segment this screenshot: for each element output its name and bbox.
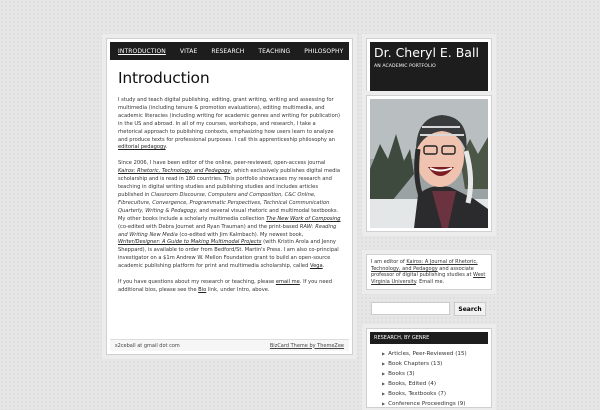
email-me-link[interactable]: email me — [275, 279, 300, 286]
nav-research[interactable]: RESEARCH — [211, 47, 245, 55]
site-header-panel — [366, 38, 492, 95]
post-content — [110, 60, 349, 295]
p2-d: (co-edited with Debra Journet and Ryan Trauman) and the print-based — [118, 223, 300, 230]
p2-a: Since 2006, I have been editor of the online, peer-reviewed, open-access journal — [118, 160, 326, 167]
main-content-panel — [106, 38, 353, 355]
intro-paragraph-3 — [118, 279, 341, 295]
nav-introduction[interactable]: INTRODUCTION — [118, 47, 166, 55]
site-tagline: AN ACADEMIC PORTFOLIO — [374, 64, 436, 69]
about-a: I am editor of — [371, 259, 407, 265]
p1-end: . — [165, 144, 168, 151]
editorial-pedagogy-link[interactable]: editorial pedagogy — [118, 144, 166, 151]
portrait-photo — [370, 99, 488, 228]
category-item[interactable] — [382, 389, 488, 399]
bullet-arrow-icon: ▶ — [382, 391, 386, 397]
nav-philosophy[interactable]: PHILOSOPHY — [304, 47, 344, 55]
category-item[interactable] — [382, 349, 488, 359]
about-text — [371, 259, 487, 285]
portrait-panel — [366, 95, 492, 232]
category-label[interactable]: Books, Edited (4) — [388, 381, 436, 388]
footer-email: s2ceball at gmail dot com — [115, 342, 180, 349]
categories-panel — [366, 328, 492, 408]
p2-raw-book: RAW: Reading and Writing New Media — [118, 223, 337, 238]
bio-link[interactable]: Bio — [198, 286, 207, 293]
p3-a: If you have questions about my research or teaching, please — [118, 279, 276, 286]
p2-journals: Classroom Discourse, Computers and Composition, C&C Online, Fibreculture, Convergence, Programmatic Perspectives, Technical Communication Quarterly, Writing & Pedagogy, — [118, 191, 330, 214]
site-header — [370, 42, 488, 91]
p3-c: link, under Intro, above. — [206, 286, 270, 293]
top-navigation — [110, 42, 349, 60]
p2-b: , which exclusively publishes digital media scholarship and is read in 180 countries. This portfolio showcases my research and teaching in digital writing studies and publishing studies and includes articles published in — [118, 168, 340, 198]
vega-link[interactable]: Vega — [309, 263, 323, 270]
writer-designer-link[interactable]: Writer/Designer: A Guide to Making Multimodal Projects — [118, 239, 262, 246]
p2-c: and several visual rhetoric and multimodal textbooks. My other books include a scholarly multimedia collection — [118, 207, 339, 222]
p2-f: (with Kristin Arola and Jenny Sheppard), is available to order from Bedford/St. Martin's Press. I am also co-principal investigator on a $1m Andrew W. Mellon Foundation grant to build an open-source academic publishing platform for print and multimedia scholarship, called — [118, 239, 339, 270]
categories-heading: RESEARCH, BY GENRE — [370, 332, 488, 344]
about-kairos-link[interactable]: Kairos: A Journal of Rhetoric, Technology, and Pedagogy — [371, 259, 478, 272]
search-input[interactable] — [371, 302, 450, 315]
site-title[interactable]: Dr. Cheryl E. Ball — [374, 45, 479, 60]
nav-teaching[interactable]: TEACHING — [258, 47, 291, 55]
bullet-arrow-icon: ▶ — [382, 401, 386, 407]
theme-credit-link[interactable]: BizCard Theme by ThemeZee — [269, 342, 344, 349]
bullet-arrow-icon: ▶ — [382, 351, 386, 356]
category-item[interactable] — [382, 379, 488, 389]
bullet-arrow-icon: ▶ — [382, 361, 386, 367]
category-label[interactable]: Conference Proceedings (9) — [388, 401, 466, 408]
search-button[interactable]: Search — [454, 302, 486, 316]
bullet-arrow-icon: ▶ — [382, 381, 386, 387]
intro-paragraph-2 — [118, 160, 341, 271]
intro-paragraph-1 — [118, 97, 341, 152]
p2-end: . — [322, 263, 325, 270]
bullet-arrow-icon: ▶ — [382, 371, 386, 377]
p2-e: (co-edited with Jim Kalmbach). My newest book, — [177, 231, 304, 238]
search-form — [371, 302, 489, 317]
category-item[interactable] — [382, 399, 488, 409]
about-c: . Email me. — [415, 278, 445, 285]
p3-b: . If you need additional bios, please see the — [118, 279, 332, 293]
category-item[interactable] — [382, 359, 488, 369]
category-label[interactable]: Books (3) — [388, 371, 415, 378]
page-title: Introduction — [118, 69, 210, 87]
about-panel — [366, 254, 492, 290]
new-work-of-composing-link[interactable]: The New Work of Composing — [266, 215, 341, 222]
category-label[interactable]: Articles, Peer-Reviewed (15) — [388, 351, 467, 357]
p1-text: I study and teach digital publishing, editing, grant writing, writing and assessing for multimedia (including tenure & promotion evaluations), editing multimedia, and academic literacies (including writing for academic genres and writing for publication) in the US and abroad. In all of my courses, workshops, and research, I take a rhetorical approach to publishing contexts, emphasizing how users learn to analyze and produce texts for professional purposes. I call this apprenticeship philosophy an — [118, 97, 341, 143]
category-item[interactable] — [382, 369, 488, 379]
kairos-link[interactable]: Kairos: Rhetoric, Technology, and Pedagogy — [118, 168, 231, 175]
category-label[interactable]: Books, Textbooks (7) — [388, 391, 447, 398]
footer — [110, 339, 349, 351]
categories-list — [370, 344, 488, 410]
category-label[interactable]: Book Chapters (13) — [388, 361, 443, 368]
about-b: and associate professor of digital publishing studies at — [371, 265, 474, 279]
about-wvu-link[interactable]: West Virginia University — [371, 272, 486, 285]
nav-vitae[interactable]: VITAE — [179, 47, 198, 55]
